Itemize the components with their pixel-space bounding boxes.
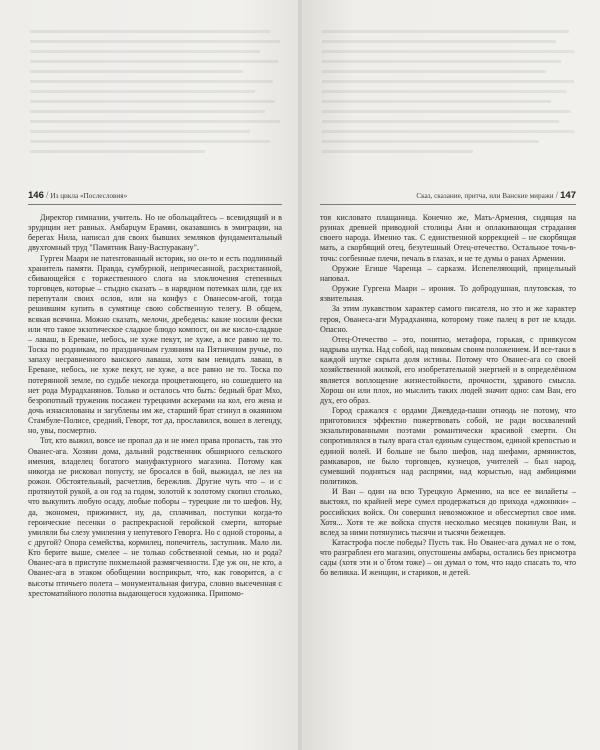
- paragraph: И Ван – один на всю Турецкую Армению, на все ее вилайеты – выстоял, по крайней мере сумел продержаться до прихода «джоннки» – российских войск. Он совершил невозможное и обессмертил свое имя. Хотя... Хотя те же войска спустя несколько месяцев покинули Ван, и вслед за ними потянулись тысячи и тысячи беженцев.: [320, 487, 576, 537]
- paragraph: Гурген Маари не патентованный историк, но он-то и есть подлинный хранитель памяти. Правда, сумбурной, непричесанной, расхристанной, сбивающейся с торжественного слога на злоключения степенных торговцев, которые – стыдно сказать – в нарядном потемках шли, где их перепутали своих ослов, или на конфуз с Ованесом-агой, тогда решившим купить в сумятице свою собственную телегу. В общем, всякая всячина. Можно сказать, мелочи, дребедень: какие носили фески или что такое экзотическое сладкое блюдо компост, он же кисло-сладкое – лаваш, в Ереване, небось, не хуже пекут, не хуже, а все равно не то. Тоска по родникам, по праздничным гуляниям на Пятничном ручье, по запаху несравненного ванского лаваша, хотя вам невидать лаваш, в Ереване, небось, не хуже пекут, не хуже, а все равно не то. Тоска по потерянной земле, по судьбе некогда процветающего, но сошедшего на нет рода Мурадханянов. Только и осталось что быть: бедный брат Мхо, безропотный труженик посажен турецкими аскерами на кол, его жена и дочь изнасилованы и загублены им же, старший брат сгинул в окаянном Стамбуле-Полисе, средний, Геворг, тот да, прославился, вошел в легенду, но, увы, посмертно.: [28, 253, 282, 436]
- running-head-left: 146 / Из цикла «Послесловия»: [28, 190, 128, 201]
- running-head-right: Сказ, сказание, притча, или Ванские миражи / 147: [416, 190, 576, 201]
- paragraph: Тот, кто выжил, вовсе не пропал да и не имел права пропасть, так это Ованес-ага. Хозяин дома, дальний родственник обширного сельского имения, владелец богатого мануфактурного магазина. Потому как никогда не рисковал попусту, не бросался в бой, выжидал, не лез на рожон. Обстоятельный, расчетлив, бережлив. Другие чуть что – и с протянутой рукой, а он год за годом, золотой к золотому скопил столько, что выкупить любую осаду, любые поборы – турецкие ли то шефов. Ну, да, экономен, прижимист, ну, да, сплачивал, поступки когда-то героические песенки о распрекрасной геройской смерти, которые умиляли бы слезу умиления у непутевого Геворга. Но с одной стороны, а с другой? Опора семейства, кормилец, попечитель, заступник. Мало ли. Кто берите выше, смелее – не только собственной семьи, но и рода? Ованес-ага в приступе похмельной размягченности. Где уж он, не кто, а Ованес-ага в этаком обобщении восприкрыт, что, как говорится, а с высоты птичьего полета – монументальная фигура, словно высеченная с хрестоматийного полотна выдающегося художника. Припомо-: [28, 436, 282, 598]
- bleed-through: [30, 30, 280, 160]
- paragraph: Отец-Отечество – это, понятно, метафора, горькая, с привкусом надрыва шутка. Над собой, над пиковым своим положением. И все-таки в каждой шутке скрыта доля истины. Потому что Ованес-ага со своей хозяйственной жилкой, его изобретательной энергией и в определённом является воплощение жизнестойкости, прочности, здравого смысла. Хорош он или плох, но мыслить таких людей значит одно: сам Ван, его дух, его образ.: [320, 334, 576, 405]
- bleed-through: [322, 30, 574, 160]
- page-number: 146: [28, 190, 44, 201]
- running-head-title: Из цикла «Послесловия»: [50, 192, 128, 200]
- body-text: [320, 213, 576, 579]
- paragraph: тоя кисловато плащаница. Конечно же, Мать-Армения, сидящая на руинах древней приводной столицы Ани и оплакивающая страдания своего народа. Именно так. С единственной коррекцией – не скорбящая мать, а скорбящий отец, безутешный Отец-отечество. Остальное точь-в-точь: согбенные плечи, печаль в глазах, и не те думы о ранах Армении.: [320, 213, 576, 263]
- paragraph: Город сражался с ордами Джевдеда-паши отнюдь не потому, что приготовился эффектно пожертвовать собой, не ради восхвалений экзальтированными поэтами романтически красивой смерти. Он сопротивлялся в тылу врага стал единым существом, единой крепостью и единой волей. И больше не было шефов, над шефами, армянистов, рамкаваров, не было торговцев, кузнецов, учителей – был народ, сумевший подняться над распрями, над корыстью, над амбициями политиков.: [320, 405, 576, 487]
- body-text: [28, 213, 282, 599]
- header-rule: [320, 204, 576, 205]
- paragraph: Оружие Егише Чаренца – сарказм. Испепеляющий, прицельный наповал.: [320, 263, 576, 283]
- header-rule: [28, 204, 282, 205]
- paragraph: Катастрофа после победы? Пусть так. Но Ованес-ага думал не о том, что разграблен его магазин, опустошены амбары, остались без присмотра сады (хотя эти и о`бтом тоже) – он думал о том, что надо спасать то, что бо великка. И женщин, и стариков, и детей.: [320, 538, 576, 578]
- page-number: 147: [560, 190, 576, 201]
- paragraph: Директор гимназии, учитель. Но не обольщайтесь – всевидящий и в эрудиции нет равных. Амбарцум Ерамян, оказавшись в эмиграции, на берегах Нила, написал для своих бывших земляков фундаментальный двухтомный труд "Памятник Вану-Васпуракану".: [28, 213, 282, 253]
- paragraph: За этим лукавством характер самого писателя, но это и же характер героя, Ованеса-аги Мурадханяна, которому тоже палец в рот не клади. Опасно.: [320, 304, 576, 334]
- running-head-title: Сказ, сказание, притча, или Ванские миражи: [416, 192, 554, 200]
- right-page: [300, 0, 600, 750]
- book-gutter: [298, 0, 302, 750]
- paragraph: Оружие Гургена Маари – ирония. То добродушная, плутовская, то язвительная.: [320, 284, 576, 304]
